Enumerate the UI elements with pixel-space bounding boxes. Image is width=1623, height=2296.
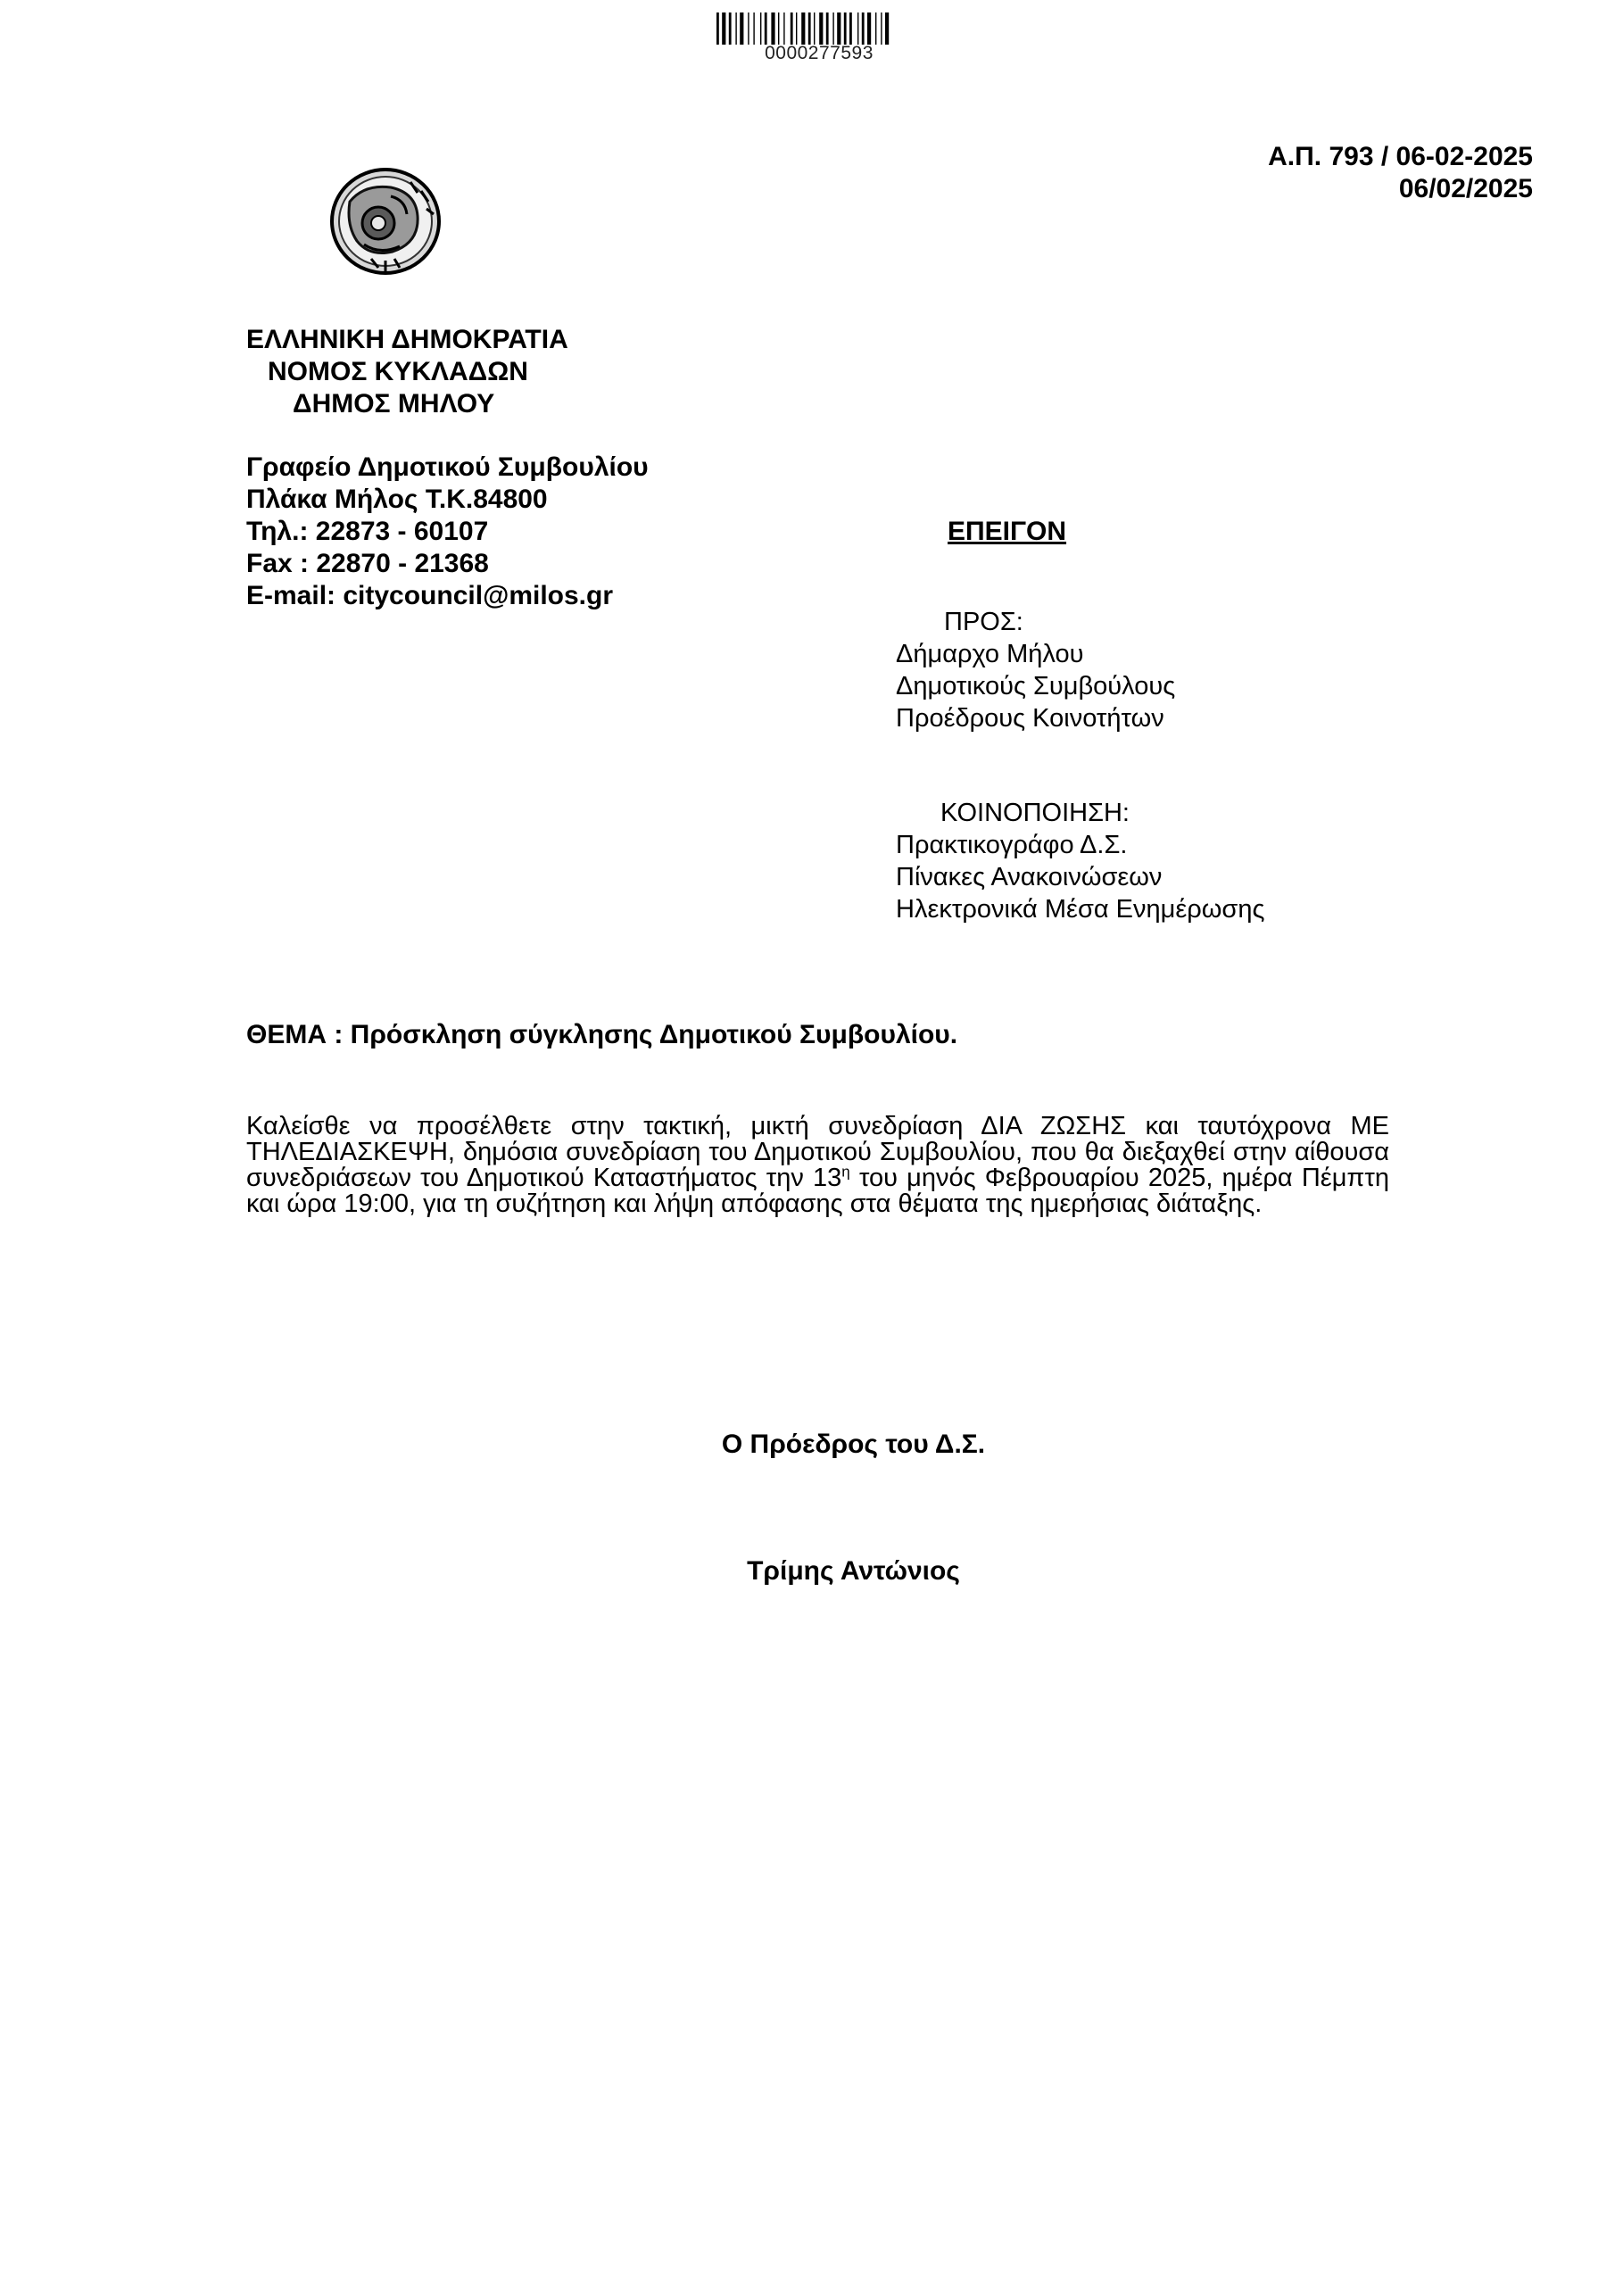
protocol-block [1268, 141, 1533, 205]
protocol-date: 06/02/2025 [1398, 174, 1533, 203]
office-name: Γραφείο Δημοτικού Συμβουλίου [246, 452, 649, 482]
protocol-number: Α.Π. 793 / 06-02-2025 [1268, 142, 1533, 171]
cc-item: Ηλεκτρονικά Μέσα Ενημέρωσης [896, 895, 1265, 924]
country-name: ΕΛΛΗΝΙΚΗ ΔΗΜΟΚΡΑΤΙΑ [246, 325, 568, 354]
recipient-item: Δημοτικούς Συμβούλους [896, 672, 1176, 700]
municipality-name: ΔΗΜΟΣ ΜΗΛΟΥ [293, 389, 495, 419]
office-address: Πλάκα Μήλος Τ.Κ.84800 [246, 485, 548, 514]
body-paragraph [246, 1114, 1389, 1217]
office-fax: Fax : 22870 - 21368 [246, 549, 489, 578]
barcode-number: 0000277593 [765, 43, 874, 63]
office-contact [246, 452, 649, 612]
cc-heading: ΚΟΙΝΟΠΟΙΗΣΗ: [940, 799, 1130, 827]
recipients-block [896, 606, 1175, 734]
signature-title: Ο Πρόεδρος του Δ.Σ. [721, 1430, 986, 1459]
cc-block [896, 797, 1264, 925]
urgency-label: ΕΠΕΙΓΟΝ [948, 517, 1067, 546]
recipients-heading: ΠΡΟΣ: [944, 608, 1023, 636]
subject-line: ΘΕΜΑ : Πρόσκληση σύγκλησης Δημοτικού Συμβουλίου. [246, 1020, 958, 1049]
ordinal-suffix: η [841, 1163, 850, 1181]
prefecture-name: ΝΟΜΟΣ ΚΥΚΛΑΔΩΝ [268, 357, 528, 386]
body-text-part: του μηνός Φεβρουαρίου 2025, ημέρα Πέμπτη και ώρα 19:00, για τη συζήτηση και λήψη απόφασης στα θέματα της ημερήσιας διάταξης. [246, 1164, 1389, 1218]
signature-name: Τρίμης Αντώνιος [747, 1556, 960, 1586]
cc-item: Πρακτικογράφο Δ.Σ. [896, 831, 1128, 859]
barcode-icon [716, 12, 922, 45]
office-email: E-mail: citycouncil@milos.gr [246, 581, 614, 610]
municipal-seal-icon [328, 166, 443, 277]
authority-header [246, 324, 568, 420]
office-phone: Τηλ.: 22873 - 60107 [246, 517, 489, 546]
body-text-part: Καλείσθε να προσέλθετε στην τακτική, μικτή συνεδρίαση ΔΙΑ ΖΩΣΗΣ και ταυτόχρονα ΜΕ ΤΗΛΕΔΙΑΣΚΕΨΗ, δημόσια συνεδρίαση του Δημοτικού Συμβουλίου, που θα διεξαχθεί στην αίθουσα συνεδριάσεων του Δημοτικού Καταστήματος την 13 [246, 1112, 1389, 1192]
recipient-item: Δήμαρχο Μήλου [896, 640, 1084, 668]
cc-item: Πίνακες Ανακοινώσεων [896, 863, 1163, 891]
recipient-item: Προέδρους Κοινοτήτων [896, 704, 1164, 733]
